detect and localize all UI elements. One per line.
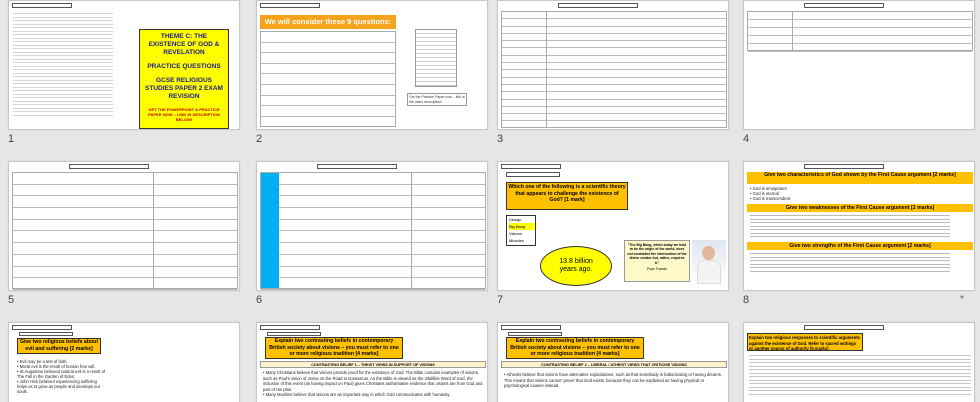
slide-thumbnail-6[interactable] [256,161,488,291]
slide-11-points [504,372,726,389]
animation-star-icon: * [960,294,964,305]
point: • Many Muslims believe that visions are an important way in which God communicates with humanity. [263,392,485,398]
slide-number-5: 5 [8,294,15,306]
question-grid [12,172,238,289]
slide-8-q2: Give two weaknesses of the First Cause argument [2 marks] [747,204,973,212]
title-subtitle: PRACTICE QUESTIONS [147,63,221,70]
slide-8-q1: Give two characteristics of God shown by the First Cause argument [2 marks] [747,172,973,184]
slide-2-heading: We will consider these 9 questions: [260,15,396,29]
slide-thumbnail-1[interactable] [8,0,240,130]
slide-thumbnail-4[interactable] [743,0,975,130]
slide-11-question: Explain two contrasting beliefs in contemporary British society about visions – you must refer to one or more religious tradition [4 marks] [506,337,644,359]
slide-10-bar: CONTRASTING BELIEF 1 – THEIST VIEWS IN SUPPORT OF VISIONS [260,361,486,368]
slide-9-question: Give two religious beliefs about evil and suffering [2 marks] [17,338,101,354]
answer-text: 13.8 billion years ago. [559,258,593,273]
point: • Evil may be a test of faith. [17,359,107,364]
title-exam: GCSE RELIGIOUS STUDIES PAPER 2 EXAM REVISION [145,77,223,100]
option-miracles: Miracles [509,238,524,243]
title-theme: THEME C: THE EXISTENCE OF GOD & REVELATION [148,33,220,56]
option-design: Design [509,217,522,222]
questions-table [260,31,396,127]
slide-number-2: 2 [256,133,263,145]
pope-photo [692,240,726,284]
key-terms-table [747,11,973,51]
slide-thumbnail-10[interactable] [256,322,488,402]
slide-thumbnail-12[interactable] [743,322,975,402]
slide-10-question: Explain two contrasting beliefs in contemporary British society about visions – you must refer to one or more religious tradition [4 marks] [265,337,403,359]
slide-9-points [17,359,107,394]
slide-thumbnail-5[interactable] [8,161,240,291]
options-box [506,215,536,246]
slide-thumbnail-11[interactable] [497,322,729,402]
slide-8-q1-points [750,186,950,201]
question-grid [260,172,486,289]
slide-thumbnail-8[interactable] [743,161,975,291]
option-big-bang: Big Bang [509,223,535,230]
option-visions: Visions [509,231,522,236]
slide-thumbnail-3[interactable] [497,0,729,130]
slide-number-7: 7 [497,294,504,306]
point: • Many Christians believe that visions provide proof for the existence of God. The Bible contains examples of visions, such as Paul's vision of Jesus on the Road to Damascus. As the Bible is viewed as the infallible Word of God, the inclusion of this event (as having impact on Paul) gives Christians authoritative evidence that visions are from God and part of His plan. [263,370,485,392]
slide-2-note: Get the Practice Paper now – link in the video description! [407,93,467,106]
quote-box [624,240,690,282]
slide-number-1: 1 [8,133,15,145]
practice-paper-image [415,29,457,87]
slide-thumbnail-2[interactable] [256,0,488,130]
quote-author: Pope Francis [647,267,667,272]
q1-point: • God is transcendent [750,196,950,201]
slide-number-8: 8 [743,294,750,306]
slide-12-question: Explain two religious responses to scientific arguments against the existence of God. Refer to sacred writings or another source of authority [5 marks] [747,333,863,351]
slide-number-3: 3 [497,133,504,145]
point: • Atheists believe that visions have alternative explanations, such as that somebody is hallucinating or having dreams. This means that visions cannot 'prove' that God exists, because they can be explained as having physical or psychological causes instead. [504,372,726,389]
slide-number-4: 4 [743,133,750,145]
key-terms-table [501,11,727,128]
point: • St Augustine believed natural evil is a result of The Fall in the Garden of Eden. [17,369,107,379]
slide-11-bar: CONTRASTING BELIEF 2 – LIBERAL / ATHEIST VIEWS THAT CRITICISE VISIONS [501,361,727,368]
slide-thumbnail-9[interactable] [8,322,240,402]
slide-7-question: Which one of the following is a scientific theory that appears to challenge the existence of God? [1 mark] [506,182,628,210]
slide-thumbnail-7[interactable] [497,161,729,291]
point: • John Hick believed experiencing suffering helps us to grow as people and develops our souls. [17,379,107,394]
point: • Moral evil is the result of human free will. [17,364,107,369]
slide-number-6: 6 [256,294,263,306]
slide-10-points [263,370,485,398]
quote-text: "The Big Bang, which today we hold to be the origin of the world, does not contradict the intervention of the divine creator but, rather, requires it." [627,243,687,265]
title-box [139,29,229,129]
q1-point: • God is omnipotent [750,186,950,191]
q1-point: • God is eternal [750,191,950,196]
slide-8-q3: Give two strengths of the First Cause argument [2 marks] [747,242,973,250]
answer-ellipse [540,246,612,286]
title-cta: GET THE POWERPOINT & PRACTICE PAPER NOW – LINK IN DESCRIPTION BELOW! [148,107,220,122]
